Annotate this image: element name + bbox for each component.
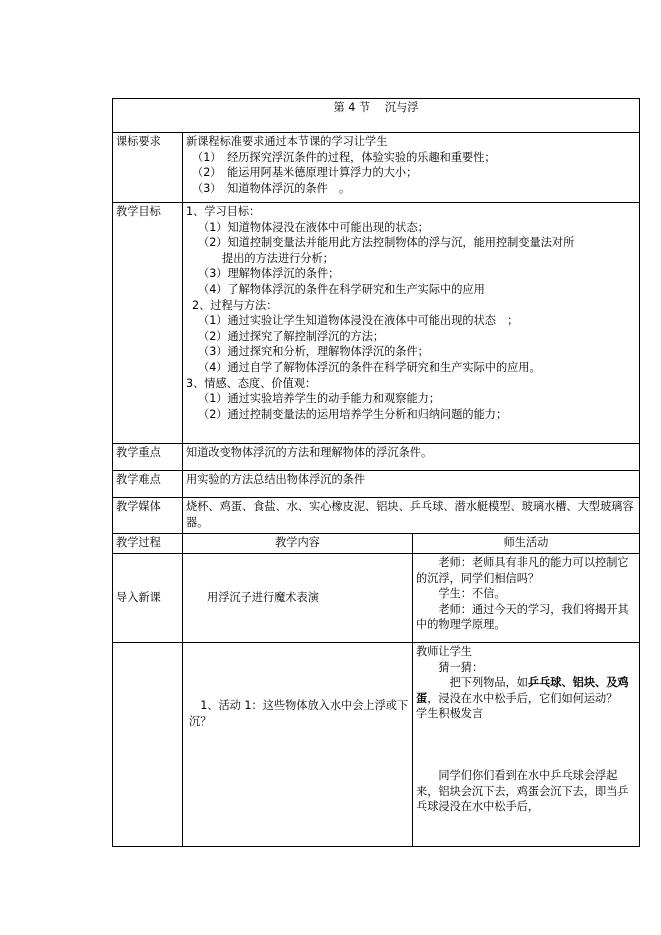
objectives-row <box>113 203 640 444</box>
objective-item: （4）了解物体浮沉的条件在科学研究和生产实际中的应用 <box>198 282 485 296</box>
section-title: 第 4 节 沉与浮 <box>113 99 640 133</box>
intro-teacher-line: 老师：老师具有非凡的能力可以控制它的沉浮，同学们相信吗？ <box>416 556 629 585</box>
objective-item: （1）知道物体浸没在液体中可能出现的状态； <box>198 220 429 234</box>
intro-content: 用浮沉子进行魔术表演 <box>183 554 413 643</box>
activity1-observation: 同学们你们看到在水中乒乓球会浮起来，铝块会沉下去，鸡蛋会沉下去，即当乒乓球浸没在水中松手后， <box>416 768 629 814</box>
media-row <box>113 498 640 534</box>
intro-row <box>113 554 640 643</box>
lesson-plan-table <box>112 98 640 847</box>
curriculum-content <box>183 133 640 203</box>
activity1-lead: 教师让学生 <box>416 645 472 658</box>
curriculum-item: （1） 经历探究浮沉条件的过程，体验实验的乐趣和重要性； <box>192 150 496 164</box>
curriculum-item: （2） 能运用阿基米德原理计算浮力的大小； <box>192 166 418 180</box>
intro-label: 导入新课 <box>113 554 183 643</box>
objectives-label: 教学目标 <box>113 203 183 444</box>
content-header: 教学内容 <box>183 534 413 554</box>
intro-student-line: 学生：不信。 <box>438 587 506 601</box>
activity1-prompt-items: 乒乓球、铝块、及鸡蛋 <box>416 676 629 705</box>
objective-item: （3）通过探究和分析，理解物体浮沉的条件； <box>198 345 429 359</box>
objectives-content <box>183 203 640 444</box>
curriculum-label: 课标要求 <box>113 133 183 203</box>
difficulty-row <box>113 471 640 498</box>
activity1-row <box>113 643 640 847</box>
objective-item: （4）通过自学了解物体浮沉的条件在科学研究和生产实际中的应用。 <box>198 360 541 374</box>
activity1-prompt-post: ，浸没在水中松手后，它们如何运动？ <box>427 691 618 705</box>
objective-item: （2）通过探究了解控制浮沉的方法； <box>198 329 385 343</box>
objective-item: （3）理解物体浮沉的条件； <box>198 267 340 281</box>
difficulty-content: 用实验的方法总结出物体浮沉的条件 <box>183 471 640 498</box>
media-content: 烧杯、鸡蛋、食盐、水、实心橡皮泥、铝块、乒乓球、潜水艇模型、玻璃水槽、大型玻璃容器。 <box>183 498 640 534</box>
difficulty-label: 教学难点 <box>113 471 183 498</box>
title-row <box>113 99 640 133</box>
process-header-row <box>113 534 640 554</box>
objectives-heading-knowledge: 1、学习目标： <box>186 205 261 218</box>
activity1-label-cell <box>113 643 183 847</box>
activity1-prompt <box>416 675 636 706</box>
key-point-content: 知道改变物体浮沉的方法和理解物体的浮沉条件。 <box>183 444 640 471</box>
objectives-heading-attitude: 3、情感、态度、价值观： <box>186 376 317 390</box>
objectives-heading-process: 2、过程与方法： <box>192 298 278 312</box>
process-label: 教学过程 <box>113 534 183 554</box>
objective-item: （1）通过实验培养学生的动手能力和观察能力； <box>198 392 441 406</box>
curriculum-item: （3） 知道物体浮沉的条件 。 <box>192 181 351 195</box>
activity-header: 师生活动 <box>413 534 640 554</box>
objective-item: 提出的方法进行分析； <box>222 251 334 265</box>
activity1-content <box>183 643 413 847</box>
key-point-label: 教学重点 <box>113 444 183 471</box>
objective-item: （2）知道控制变量法并能用此方法控制物体的浮与沉，能用控制变量法对所 <box>198 236 575 250</box>
activity1-question: 1、活动 1：这些物体放入水中会上浮或下沉？ <box>189 699 409 728</box>
curriculum-lead: 新课程标准要求通过本节课的学习让学生 <box>186 135 388 148</box>
objective-item: （2）通过控制变量法的运用培养学生分析和归纳问题的能力； <box>198 407 508 421</box>
intro-activity <box>413 554 640 643</box>
activity1-activity <box>413 643 640 847</box>
curriculum-row <box>113 133 640 203</box>
objective-item: （1）通过实验让学生知道物体浸没在液体中可能出现的状态 ； <box>198 314 519 328</box>
activity1-prompt-pre: 把下列物品，如 <box>449 676 528 690</box>
intro-teacher-line: 老师：通过今天的学习，我们将揭开其中的物理学原理。 <box>416 602 629 632</box>
activity1-guess: 猜一猜： <box>438 660 484 674</box>
activity1-student: 学生积极发言 <box>416 707 484 721</box>
key-point-row <box>113 444 640 471</box>
media-label: 教学媒体 <box>113 498 183 534</box>
